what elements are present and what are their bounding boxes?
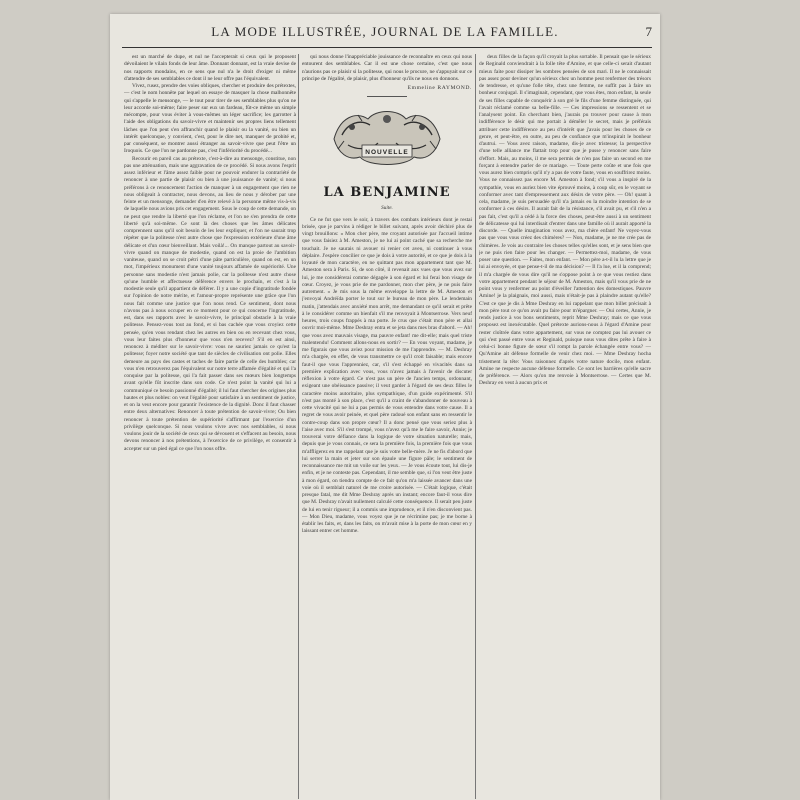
column-3 bbox=[479, 54, 651, 799]
banner-label: NOUVELLE bbox=[365, 149, 409, 157]
page-number: 7 bbox=[645, 24, 652, 39]
column-2 bbox=[302, 54, 472, 799]
column-1 bbox=[124, 54, 296, 799]
paragraph: Vivez, rusez, prendre des voies obliques, chercher et produire des prétextes, — c'est le nom honnête par lequel on essaye de masquer la chose malhonnête qui s'appelle le mensonge, — le tout pour tirer de ses semblables plus qu'on ne leur accorde soi-même; faire peser sur eux un fardeau, fût-ce même un simple mécompte, pour vous éviter à vous-mêmes un léger sacrifice; les garrotter à l'aide des obligations du savoir-vivre et maintenir ses propres liens tellement lâches que l'on peut s'en affranchir quand le plaisir ou la vanité, ou bien un intérêt quelconque, y convient, c'est, pour le dire net, manquer de probité et, par conséquent, se montrer aussi étranger au savoir-vivre que peut l'être un Iroquois. Ce que l'on ne pardonne pas, c'est l'infériorité du procédé... bbox=[124, 83, 296, 155]
paragraph: qui nous donne l'inappréciable jouissance de reconnaître en ceux qui nous entourent des semblables. Car il est une chose certaine, c'est que nous n'aurions pas ce plaisir si la politesse, qui nous le procure, ne s'appuyait sur ce principe de l'égalité, de plaisir, plus d'honneur qu'ils ne nous en donnons. bbox=[302, 54, 472, 82]
author-signature: Emmeline RAYMOND. bbox=[407, 85, 472, 91]
paragraph: Recourir en pareil cas au prétexte, c'est-à-dire au mensonge, constitue, non pas une atténuation, mais une aggravation de ce procédé. Si nous avons l'esprit assez inférieur et l'âme assez faible pour ne pouvoir endurer la contrariété de renoncer à une partie de plaisir ou bien à une jouissance de vanité; si nous préférons à ce renoncement l'action de manquer à un engagement que rien ne nous obligeait à contracter, nous devons, au lieu de nous y dérober par une feinte et un mensonge, demander d'en être relevé à la personne même vis-à-vis de laquelle nous avions pris cet engagement. Sous le coup de cette demande, on ne peut que rendre la liberté que l'on réclame, et l'on ne s'en prendra de cette liberté qu'à soi-même. Ce sont là des choses que les âmes délicates comprennent sans qu'il soit besoin de les leur expliquer, et l'on ne saurait trop répéter que la politesse n'est autre chose que l'expression extérieure d'une âme délicate et d'un cœur bienveillant. Mais voilà!... On manque partout au savoir-vivre quand on manque de modestie, quand on est la proie de l'ambition vaniteuse, quand on se croit pétri d'une pâte particulière, quand on est, en un mot, l'impérieux monument d'une vanité toujours affamée de supériorité. Une personne sans modestie n'est jamais polie, car la politesse n'est autre chose qu'une humble et affectueuse déférence envers le prochain, et c'est à la modestie seule qu'il appartient de déférer. Il y a une copie d'ingratitude fondée sur l'opinion de notre mérite, et l'amour-propre représente une grâce que l'on nous fait comme une justice que l'on nous rend. Ce sentiment, dont nous n'avons pas à nous occuper en ce moment pour ce qui concerne l'ingratitude, est, dans ses rapports avec le savoir-vivre, le principal obstacle à la vraie politesse. Pensez-vous tout au fond, et si bas cachée que vous croyiez cette pensée, qu'en vous rendant chez les autres en bien ou en recevant chez vous, vous leur faites plus d'honneur que vous n'en recevez? S'il en est ainsi, renoncez à méditer sur le savoir-vivre: vous ne sauriez jamais ce qu'est la politesse; foyer notre société que tant de siècles de civilisation ont polie. Elles demeure au pays des castes et taches de faire partie de celle des humbles; car vous n'en retrouverez pas l'équivalent sur notre terre affamée d'égalité et qui l'a conquise par la politesse, qui l'a fait passer dans ses mœurs bien longtemps avant qu'elle fût inscrite dans son code. Ce n'est point la vanité qui lui a communiqué ce besoin passionné d'égalité; il lui faut chercher des origines plus hautes et plus nobles: on veut l'égalité pour satisfaire à un sentiment de justice, et on la veut encore pour garantir l'existence de la dignité. Donc il faut chasser entre deux alternatives: Renoncer à toute prétention de savoir-vivre; Ou bien renoncer à toute prétention de supériorité s'affirmant par l'exercice d'un privilège quelconque. Si nous voulons vivre avec nos semblables, si nous voulons jouir de la société de ceux qui se dévouent et s'effacent au besoin, nous devons renoncer à nos prétentions, à l'exercice de ce privilège, et consentir à accepter sur un pied égal ce que l'on nous offre. bbox=[124, 155, 296, 452]
header-rule bbox=[122, 47, 652, 48]
paragraph: deux filles de la façon qu'il croyait la plus sortable. Il pensait que le sérieux de Reginald conviendrait à la folle tête d'Amine, et que celle-ci serait d'autant mieux faite pour dissiper les sombres pensées de son mari. Il ne le connaissait pas assez pour deviner qu'un sérieux chez un homme peut renfermer des trésors de tendresse, et qu'une folle tête, chez une femme, ne suffit pas à faire un bonheur conjugal. Il s'imaginait, cependant, que vous êtes, mon enfant, la seule de ses filles capable de conquérir à son gré le fils d'une femme distinguée, qui l'avait réclamé comme sa belle-fille. — Ces impressions se ressentent et se l'analysent point. En cherchant bien, j'aurais pu trouver pour cause à mon indifférence le désir qui me portait à démêler le secret, mais je préférais attribuer cette indifférence au peu d'intérêt que j'avais pour les choses de ce genre, et peut-être, en outre, au peu de confiance que m'inspirait le bonheur d'autrui. — Vous avez raison, madame, dis-je avec tristesse; la perspective d'une telle alliance me flattait trop pour que je pusse y renoncer sans faire d'effort. Mais, au moins, il me sera permis de n'en pas faire un second en me forçant à entendre parler de ce mariage. — Toute perte coûte et une fois que vous aurez bien compris qu'il n'y a pas de votre faute, vous en souffrirez moins. Vous ne connaissez pas encore M. Ameston à fond; s'il vous a inspiré de la sympathie, vous en auriez bien vite éprouvé moins, à coup sûr, en le voyant se conformer avec tant d'empressement aux désirs de votre père. — Oh! quant à cela, madame, je suis persuadée qu'il n'a jamais eu la moindre intention de se conformer à ces désirs. Il aurait fait de la résistance, s'il avait pu, et s'il n'en a pas fait, c'est qu'il a cédé à la force des choses, peut-être aussi à un sentiment de délicatesse qui lui interdisait d'entrer dans une famille où il aurait apporté la discorde. — Quelle imagination vous avez, ma chère enfant! Ne voyez-vous pas que vous vous créez des chimères? — Non, madame, je ne me crée pas de chimères. Je vois au contraire les choses telles qu'elles sont, et je sens bien que je ne puis rien faire pour les changer. — Permettez-moi, madame, de vous poser une question. — Faites, mon enfant. — Mon père a-t-il lu la lettre que je lui ai envoyée, et que pense-t-il de ma décision? — Il l'a lue, et il la comprend; il m'a chargée de vous dire qu'il ne s'oppose point à ce que vous restiez dans votre appartement pendant le séjour de M. Ameston, mais qu'il vous prie de ne point vous y renfermer au point d'éveiller l'attention des domestiques. Pauvre Amine! je la plaignais, moi aussi, mais n'était-je pas à plaindre autant qu'elle? C'est ce que je dis à Mme Deshray en lui rappelant que mon billet précisait à mon père tout ce qu'on avait pu faire pour m'épargner. — Oui certes, Annie, je rends justice à vos bons sentiments, reprit Mme Deshray; mais ce que vous proposez est inexécutable. Quel prétexte aurions-nous à l'égard d'Amine pour rester cloîtrée dans votre appartement, sur vous ne comptez pas lui avouer ce qui s'est passé entre vous et Reginald, puisque nous vous dites prête à faire à celui-ci bonne figure de sœur s'il rompt la parole échangée entre vous? — Qu'Amine ait défense formelle de venir chez moi. — Mme Deshray hocha tristement la tête: Vous raisonnez d'après votre nature docile, mon enfant. Amine ne respecte aucune défense formelle. Ce sont les barrières qu'elle sacre de préférence. — Alors qu'on me renvoie à Montserrose. — Certes que M. Deshray en veut à aucun prix et bbox=[479, 54, 651, 387]
running-header: LA MODE ILLUSTRÉE, JOURNAL DE LA FAMILLE. bbox=[211, 24, 559, 39]
nouvelle-banner-illustration bbox=[328, 105, 446, 175]
column-divider bbox=[475, 54, 476, 799]
story-title: LA BENJAMINE bbox=[323, 185, 451, 201]
section-rule bbox=[367, 96, 407, 97]
paragraph: Ce ne fut que vers le soir, à travers des combats intérieurs dont je restai brisée, que je parvins à rédiger le billet suivant, après avoir déchiré plus de vingt brouillons: « Mon cher père, me croyant autorisée par l'accueil intime que vous faisiez à M. Ameston, je ne lui ai point caché que sa recherche me touchait. Je ne saurais ni avouer ni renier cet aveu, ni continuer à vous déplaire. J'espère concilier ce que je dois à votre autorité, et ce que je dois à la loyauté de mon caractère, en ne quittant pas mon appartement tant que M. Ameston sera à Paris. Si, de son côté, il revenait aux vues que vous avez sur lui, je me considérerai comme dégagée à son égard et lui ferai bon visage de cœur. Croyez, je vous prie de me pardonner, mon cher père, je ne puis faire autrement. » Je mis sous la même enveloppe la lettre de M. Ameston et j'envoyai Andréïda porter le tout sur le bureau de mon père. Le lendemain matin, j'attendais avec anxiété mon arrêt, me demandant ce qu'il serait et prête à le considérer comme un bienfait s'il me renvoyait à Montserrose. Vers neuf heures, trois coups frappés à ma porte. Je crus que c'était mon père et allai ouvrir moi-même. Mme Deshray entra et se jeta dans mes bras d'abord. — Ah! que vous avez mauvais visage, ma pauvre enfant! me dit-elle; mais quel triste malentendu! Comment allons-nous en sortir? — En vous voyant, madame, je me figurais que vous aviez pour mission de me l'apprendre. — M. Deshray m'a chargée, en effet, de vous transmettre ce qu'il croit faisable; mais encore faut-il que vous l'apprenniez, car, s'il s'est échappé en vivacités dans sa première explication avec vous, vous n'avez jamais à l'avenir de discuter réflexion à votre égard. Ce n'est pas un père de l'ancien temps, ordonnant, exigeant une obéissance passive; il veut garder à l'égard de ses deux filles le caractère moins autoritaire, plus sympathique, d'un guide expérimenté. S'il n'est pas monté à son place, c'est qu'il a craint de s'abandonner de nouveau à cette vivacité qui ne lui a pas permis de vous entendre dans votre cause. Il a regret de vous avoir peinée, et quel père radoué son enfant sans en ressentir le contre-coup dans son propre cœur? Il a donc pensé que vous seriez plus à l'aise avec moi. S'il s'est trompé, vous n'avez qu'à me le faire savoir, Annie; je trouverai votre défiance dans la logique de votre situation naturelle; mais, depuis que je vous connais, ce sera la première fois, la première fois que vous m'affligerez en me rappelant que je suis votre belle-mère. Je ne fis d'abord que lui serrer la main et jeter sur son épaule une figure pâle; le sentiment de reconnaissance me mit un voile sur les yeux. — Je vous écoute tout, lui dis-je enfin, et je ne conteste pas. Cependant, il me semble que, si l'on veut être juste à mon égard, on tiendra compte de ce fait qu'on m'a laissée avancer dans une voie où il semblait naturel de me croire autorisée. — C'était logique, c'était presque fatal, me dit Mme Deshray après un instant; encore faut-il vous dire que M. Deshray n'avait nullement calculé cette conséquence. Il serait peu juste de lui en tenir rigueur; il a commis une imprudence, et il n'en disconvient pas. — Mon Dieu, madame, vous voyez que je ne récrimine pas; je me borne à établir les faits, et, dans les faits, on m'avait mise à la porte de mon cœur en y laissant entrer cet homme. bbox=[302, 216, 472, 535]
story-continuation-note: Suite. bbox=[381, 205, 393, 212]
banner-engraving bbox=[328, 105, 446, 175]
column-divider bbox=[298, 54, 299, 799]
paragraph: est un marché de dupe, et nul ne l'accepterait si ceux qui le proposent dévoilaient le vilain fonds de leur âme. Donnant donnant, est la vraie devise de nos rapports mondains, en ce sens que nul n'a le droit d'exiger ni même d'attendre de ses semblables ce dont il ne leur offre pas l'équivalent. bbox=[124, 54, 296, 82]
newspaper-page bbox=[110, 14, 660, 800]
